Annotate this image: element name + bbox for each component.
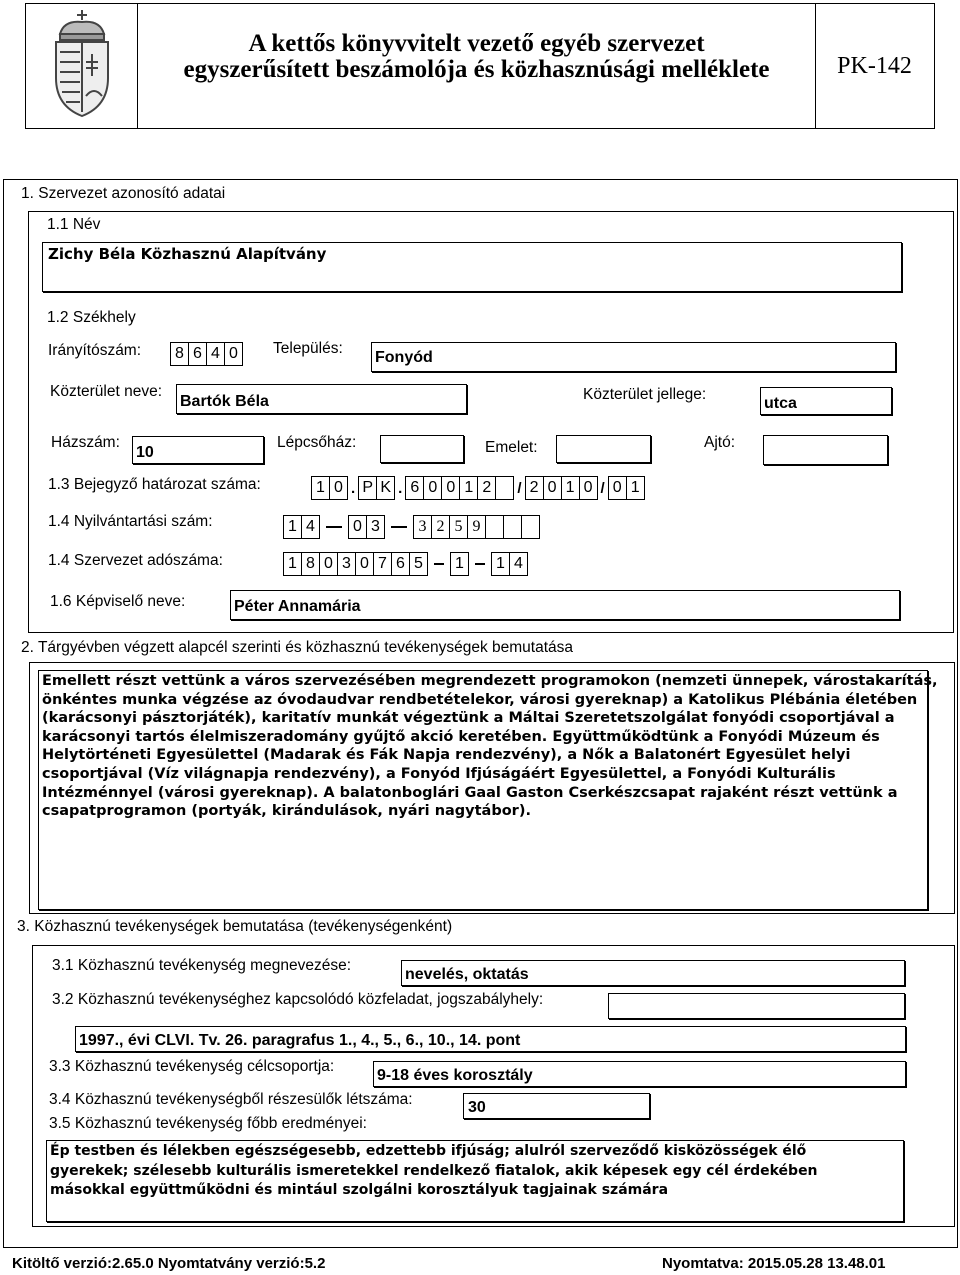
registry-char: 6: [405, 476, 424, 500]
registry-char: 0: [424, 476, 442, 500]
tax-digit: 7: [374, 552, 392, 576]
tax-digit: 4: [510, 552, 528, 576]
section2-heading: 2. Tárgyévben végzett alapcél szerinti és közhasznú tevékenységek bemutatása: [21, 639, 574, 656]
public-task-value: 1997., évi CLVI. Tv. 26. paragrafus 1., 4., 5., 6., 10., 14. pont: [79, 1032, 521, 1049]
tax-digit: 3: [338, 552, 356, 576]
activity-description-text: [42, 672, 938, 821]
tax-dash: [475, 563, 485, 565]
zip-digit: 8: [170, 342, 189, 366]
registry-char: 2: [525, 476, 544, 500]
description-line: Emellett részt vettünk a város szervezésében megrendezett programokon (nemzeti ünnepek, várostakarítás,: [42, 673, 938, 689]
tax-digit: 6: [392, 552, 410, 576]
city-value: Fonyód: [375, 349, 433, 366]
house-value: 10: [136, 444, 154, 461]
rep-label: 1.6 Képviselő neve:: [50, 593, 186, 610]
tax-digit: 1: [491, 552, 510, 576]
results-text: [50, 1142, 818, 1201]
tax-label: 1.4 Szervezet adószáma:: [48, 552, 223, 569]
registration-char: 2: [432, 515, 450, 539]
results-line: másokkal együttműködni és mintául szolgálni korosztályuk tagjainak számára: [50, 1182, 669, 1198]
tax-digit: 0: [320, 552, 338, 576]
description-line: Helytörténeti Egyesülettel (Madarak és Fák Napja rendezvény), a Nők a Balatonért Egyesület helyi: [42, 747, 851, 764]
beneficiary-count-label: 3.4 Közhasznú tevékenységből részesülők létszáma:: [49, 1091, 413, 1108]
registry-char: 0: [330, 476, 348, 500]
registration-label: 1.4 Nyilvántartási szám:: [48, 513, 213, 530]
street-type-label: Közterület jellege:: [583, 386, 707, 403]
tax-digit: 5: [410, 552, 428, 576]
registration-char: 0: [348, 515, 367, 539]
registry-char: 1: [627, 476, 645, 500]
description-line: (karácsonyi pásztorjáték), karitatív munkát végeztünk a Máltai Szeretetszolgálat fonyódi csoportjával a: [42, 710, 895, 727]
tax-digit: 1: [450, 552, 469, 576]
registration-char: 9: [468, 515, 486, 539]
tax-number-field[interactable]: [283, 552, 528, 576]
registration-char: 4: [302, 515, 320, 539]
door-label: Ajtó:: [704, 434, 736, 451]
zip-digit: 4: [207, 342, 225, 366]
name-label: 1.1 Név: [47, 216, 101, 233]
floor-label: Emelet:: [485, 439, 538, 456]
header-title-line1: A kettős könyvvitelt vezető egyéb szervezet: [248, 30, 705, 57]
tax-digit: 0: [356, 552, 374, 576]
public-task-label: 3.2 Közhasznú tevékenységhez kapcsolódó közfeladat, jogszabályhely:: [52, 991, 544, 1008]
registry-char: P: [358, 476, 377, 500]
street-value: Bartók Béla: [180, 393, 269, 410]
results-label: 3.5 Közhasznú tevékenység főbb eredményei:: [49, 1115, 367, 1132]
registration-char: [522, 515, 540, 539]
house-label: Házszám:: [51, 434, 120, 451]
description-line: csapatprogramon (portyák, kirándulások, nyári nagytábor).: [42, 803, 531, 820]
registration-number-field[interactable]: [283, 515, 540, 539]
description-line: Intézménnyel (városi gyereknap). A balatonboglári Gaal Gaston Cserkészcsapat rajaként részt vettünk a: [42, 784, 898, 801]
tax-dash: [434, 563, 444, 565]
registry-char: 0: [608, 476, 627, 500]
city-field[interactable]: [371, 342, 896, 372]
section3-heading: 3. Közhasznú tevékenységek bemutatása (tevékenységenként): [17, 918, 453, 935]
registry-label: 1.3 Bejegyző határozat száma:: [48, 476, 261, 493]
seat-label: 1.2 Székhely: [47, 309, 136, 326]
section1-heading: 1. Szervezet azonosító adatai: [21, 185, 226, 202]
activity-name-value: nevelés, oktatás: [405, 966, 529, 983]
registration-char: 3: [367, 515, 385, 539]
registry-char: [496, 476, 514, 500]
zip-label: Irányítószám:: [48, 342, 142, 359]
street-label: Közterület neve:: [50, 383, 163, 400]
footer-printed: Nyomtatva: 2015.05.28 13.48.01: [662, 1255, 886, 1272]
registry-char: 0: [544, 476, 562, 500]
floor-field[interactable]: [556, 435, 651, 463]
footer-version: Kitöltő verzió:2.65.0 Nyomtatvány verzió:5.2: [12, 1255, 326, 1272]
rep-value: Péter Annamária: [234, 598, 361, 615]
street-type-value: utca: [764, 395, 797, 412]
form-code: PK-142: [837, 53, 912, 79]
results-line: gyerekek; szélesebb kulturális ismeretekkel rendelkező fiatalok, akik képesek egy cél érdekében: [50, 1162, 818, 1179]
description-line: karácsonyi tartós élelmiszeradomány gyűjtő akció keretében. Együttműködtünk a Fonyódi Múzeum és: [42, 728, 880, 745]
registry-char: 1: [562, 476, 580, 500]
registration-char: [486, 515, 504, 539]
results-line: Ép testben és lélekben egészségesebb, edzettebb ifjúság; alulról szerveződő kisközösségek élő: [50, 1143, 807, 1159]
activity-name-label: 3.1 Közhasznú tevékenység megnevezése:: [52, 957, 351, 974]
registration-char: 3: [413, 515, 432, 539]
tax-digit: 1: [283, 552, 302, 576]
registry-char: 1: [460, 476, 478, 500]
registry-char: 1: [311, 476, 330, 500]
registration-dash: [326, 526, 342, 528]
stair-field[interactable]: [380, 435, 464, 463]
coat-of-arms-icon: [48, 8, 116, 120]
zip-field[interactable]: [170, 342, 243, 366]
name-value: Zichy Béla Közhasznú Alapítvány: [48, 245, 327, 263]
target-group-value: 9-18 éves korosztály: [377, 1067, 533, 1084]
registry-char: 0: [442, 476, 460, 500]
beneficiary-count-value: 30: [468, 1099, 486, 1116]
public-task-field-a[interactable]: [608, 993, 905, 1019]
tax-digit: 8: [302, 552, 320, 576]
description-line: önkéntes munka végzése az óvodaudvar rendbetételekor, városi gyereknap) a Katolikus Plébánia életében: [42, 691, 918, 708]
stair-label: Lépcsőház:: [277, 434, 357, 451]
registry-char: 2: [478, 476, 496, 500]
description-line: csoportjával (Víz világnapja rendezvény), a Fonyód Ifjúságáért Egyesülettel, a Fonyódi Kulturális: [42, 765, 836, 782]
registration-dash: [391, 526, 407, 528]
registry-number-field[interactable]: 1 0 . P K . 6 0 0 1 2 / 2 0 1 0 / 0 1: [311, 476, 645, 500]
registry-char: K: [377, 476, 395, 500]
registration-char: 5: [450, 515, 468, 539]
registration-char: [504, 515, 522, 539]
door-field[interactable]: [763, 435, 888, 465]
header-title-line2: egyszerűsített beszámolója és közhasznúsági melléklete: [183, 56, 770, 83]
registration-char: 1: [283, 515, 302, 539]
city-label: Település:: [273, 340, 343, 357]
zip-digit: 6: [189, 342, 207, 366]
beneficiary-count-field[interactable]: [463, 1093, 650, 1119]
zip-digit: 0: [225, 342, 243, 366]
target-group-label: 3.3 Közhasznú tevékenység célcsoportja:: [49, 1058, 335, 1075]
registry-char: 0: [580, 476, 598, 500]
